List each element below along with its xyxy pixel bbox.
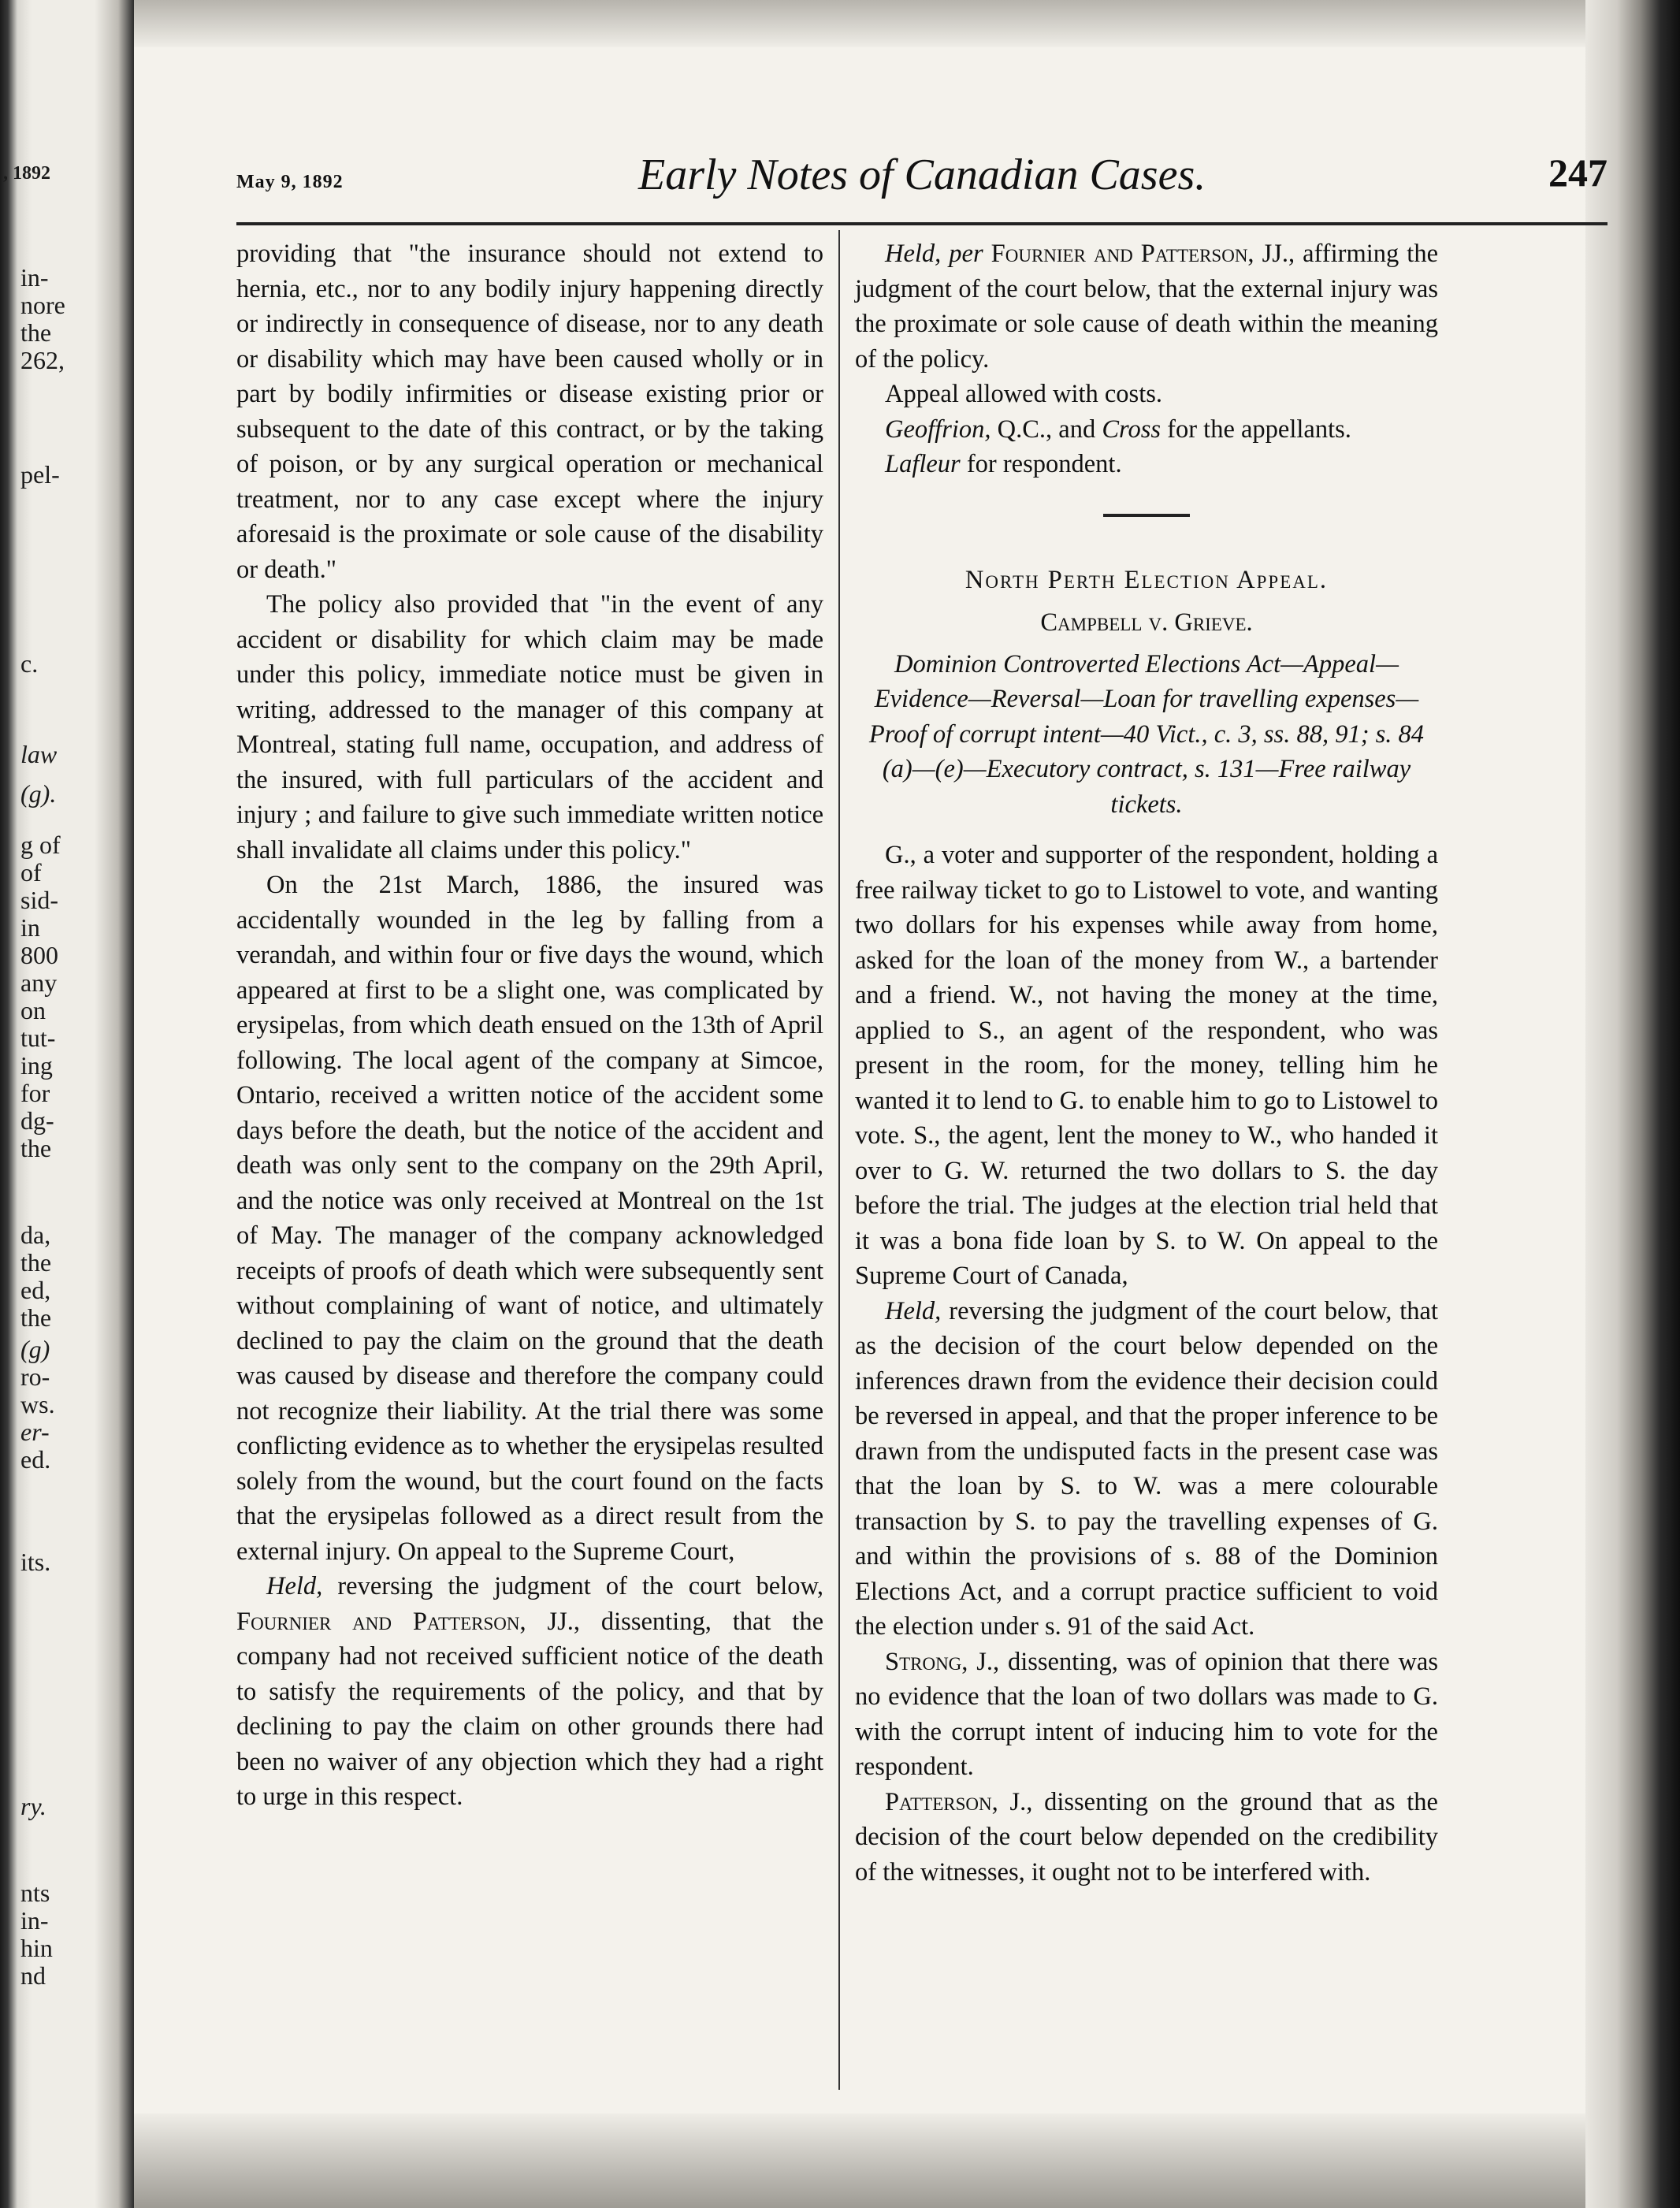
holding-paragraph (236, 1569, 823, 1815)
strong-dissent-paragraph (855, 1645, 1438, 1785)
margin-fragment: on (20, 996, 46, 1024)
minority-judges: Fournier and Patterson, JJ., (983, 240, 1295, 268)
notice-clause-paragraph: The policy also provided that "in the event of any accident or disability for which claim may be made under this policy, immediate notice must be given in writing, addressed to the manager of this company at Montreal, stating full name, occupation, and address of the insured, with full particulars of the accident and injury ; and failure to give such immediate written notice shall invalidate all claims under this policy." (236, 590, 823, 864)
margin-fragment: in- (20, 1906, 49, 1935)
margin-fragment: the (20, 1303, 52, 1332)
patterson-dissent-text: dissenting on the ground that as the decision of the court below depended on the credibility of the witnesses, it ought not to be interfered with. (855, 1787, 1438, 1886)
margin-fragment: er- (20, 1418, 50, 1446)
held-per-label: Held, per (885, 240, 983, 268)
page-number: 247 (1548, 151, 1608, 195)
margin-fragment: ed, (20, 1276, 51, 1304)
margin-fragment: (g) (20, 1335, 50, 1363)
page-top-edge (134, 0, 1585, 47)
margin-fragment: sid- (20, 886, 58, 914)
case-parties: Campbell v. Grieve. (1040, 608, 1253, 637)
header-rule (236, 222, 1608, 225)
strong-dissent-text: dissenting, was of opinion that there was no evidence that the loan of two dollars was made to G. with the corrupt intent of inducing him to vote for the respondent. (855, 1647, 1438, 1781)
margin-fragment: dg- (20, 1106, 54, 1135)
margin-fragment: any (20, 968, 58, 997)
facts-paragraph: On the 21st March, 1886, the insured was accidentally wounded in the leg by falling from a verandah, and within four or five days the wound, which appeared at first to be a slight one, was complicated by erysipelas, from which death ensued on the 13th of April following. The local agent of the company at Simcoe, Ontario, received a written notice of the accident some days before the death, but the notice of the accident and death was only sent to the company on the 29th April, and the notice was only received at Montreal on the 1st of May. The manager of the company acknowledged receipts of proofs of death which were subsequently sent without complaining of want of notice, and ultimately declined to pay the claim on the ground that the death was caused by disease and therefore the company could not recognize their liability. At the trial there was some conflicting evidence as to whether the erysipelas resulted solely from the wound, but the court found on the facts that the erysipelas followed as a direct result from the external injury. On appeal to the Supreme Court, (236, 871, 823, 1566)
held-label: Held, (266, 1572, 323, 1600)
margin-fragment: in (20, 913, 40, 942)
book-binding-edge (1585, 0, 1680, 2208)
margin-fragment: pel- (20, 460, 60, 489)
case-heading: North Perth Election Appeal. (965, 565, 1329, 594)
counsel-text: Q.C., and (991, 414, 1102, 444)
minority-holding-text: affirming the judgment of the court below, that the external injury was the proximate or sole cause of death within the meaning of the policy. (855, 240, 1438, 374)
margin-fragment: 800 (20, 941, 58, 969)
election-facts-paragraph: G., a voter and supporter of the respondent, holding a free railway ticket to go to Listowel to vote, and wanting two dollars for his expenses while away from home, asked for the loan of the money from W., a bartender and a friend. W., not having the money at the time, applied to S., an agent of the respondent, who was present in the room, for the money, telling him he wanted it to lend to G. to enable him to go to Listowel to vote. S., the agent, lent the money to W., who handed it over to G. W. returned the two dollars to S. the day before the trial. The judges at the election trial held that it was a bona fide loan by S. to W. On appeal to the Supreme Court of Canada, (855, 841, 1438, 1290)
margin-fragment: (g). (20, 779, 57, 808)
policy-clause-paragraph: providing that "the insurance should not extend to hernia, etc., nor to any bodily injury happening directly or indirectly in consequence of disease, nor to any death or disability which may have been caused wholly or in part by bodily infirmities or disease existing prior or subsequent to the date of this contract, or by the taking of poison, or by any surgical operation or mechanical treatment, nor to any case except where the injury aforesaid is the proximate or sole cause of the disability or death." (236, 240, 823, 584)
counsel-role: for the appellants. (1161, 414, 1351, 444)
minority-holding-paragraph (855, 236, 1438, 377)
appellant-counsel (855, 412, 1438, 448)
judge-patterson: Patterson, J., (885, 1787, 1033, 1816)
counsel-role: for respondent. (960, 450, 1122, 478)
patterson-dissent-paragraph (855, 1785, 1438, 1890)
election-holding-text: reversing the judgment of the court below, that as the decision of the court below depended on the inferences drawn from the evidence their decision could be reversed in appeal, and that the proper inference to be drawn from the undisputed facts in the present case was that the loan by S. to W. was a mere colourable transaction by S. to pay the travelling expenses of G. and within the provisions of s. 88 of the Dominion Elections Act, and a corrupt practice sufficient to void the election under s. 91 of the said Act. (855, 1296, 1438, 1641)
left-column (236, 236, 823, 1815)
case-syllabus: Dominion Controverted Elections Act—Appeal—Evidence—Reversal—Loan for travelling expenses—Proof of corrupt intent—40 Vict., c. 3, ss. 88, 91; s. 84 (a)—(e)—Executory contract, s. 131—Free railway tickets. (868, 649, 1425, 819)
journal-title: Early Notes of Canadian Cases. (638, 151, 1206, 199)
issue-date: May 9, 1892 (236, 172, 344, 192)
respondent-counsel (855, 447, 1438, 482)
margin-fragment: the (20, 318, 52, 347)
election-holding-paragraph (855, 1294, 1438, 1645)
margin-fragment: nts (20, 1879, 50, 1907)
margin-fragment: ing (20, 1051, 53, 1080)
margin-fragment: 262, (20, 346, 65, 374)
margin-fragment: ry. (20, 1792, 46, 1820)
margin-fragment: ws. (20, 1390, 55, 1418)
margin-fragment: ed. (20, 1445, 51, 1474)
margin-fragment: the (20, 1134, 52, 1162)
counsel-name-lafleur: Lafleur (885, 450, 961, 478)
margin-fragment: its. (20, 1548, 51, 1576)
margin-fragment: the (20, 1248, 52, 1277)
margin-fragment: in- (20, 263, 49, 292)
held-label: Held, (885, 1296, 942, 1325)
counsel-name-geoffrion: Geoffrion, (885, 414, 991, 444)
margin-fragment: c. (20, 649, 39, 678)
disposition: Appeal allowed with costs. (885, 380, 1163, 408)
column-divider (838, 230, 840, 2090)
running-header (236, 150, 1608, 205)
right-column (855, 236, 1438, 1890)
margin-fragment: law (20, 740, 58, 768)
adjacent-page-strip (0, 0, 134, 2208)
margin-fragment: nd (20, 1961, 46, 1990)
book-page (150, 47, 1608, 2159)
holding-text-2: dissenting, that the company had not received sufficient notice of the death to satisfy the requirements of the policy, and that by declining to pay the claim on other grounds there had been no waiver of any objection which they had a right to urge in this respect. (236, 1607, 823, 1811)
holding-text-1: reversing the judgment of the court below, (322, 1572, 823, 1600)
margin-fragment: g of (20, 831, 61, 859)
dissenting-judges: Fournier and Patterson, JJ., (236, 1607, 581, 1636)
margin-fragment: hin (20, 1934, 53, 1962)
margin-fragment: of (20, 858, 42, 887)
margin-fragment: nore (20, 291, 65, 319)
judge-strong: Strong, J., (885, 1647, 1000, 1676)
counsel-name-cross: Cross (1102, 414, 1162, 444)
margin-fragment: , 1892 (3, 163, 50, 184)
case-separator (1103, 514, 1190, 517)
margin-fragment: tut- (20, 1024, 56, 1052)
margin-fragment: for (20, 1079, 50, 1107)
margin-fragment: ro- (20, 1362, 50, 1391)
margin-fragment: da, (20, 1221, 51, 1249)
